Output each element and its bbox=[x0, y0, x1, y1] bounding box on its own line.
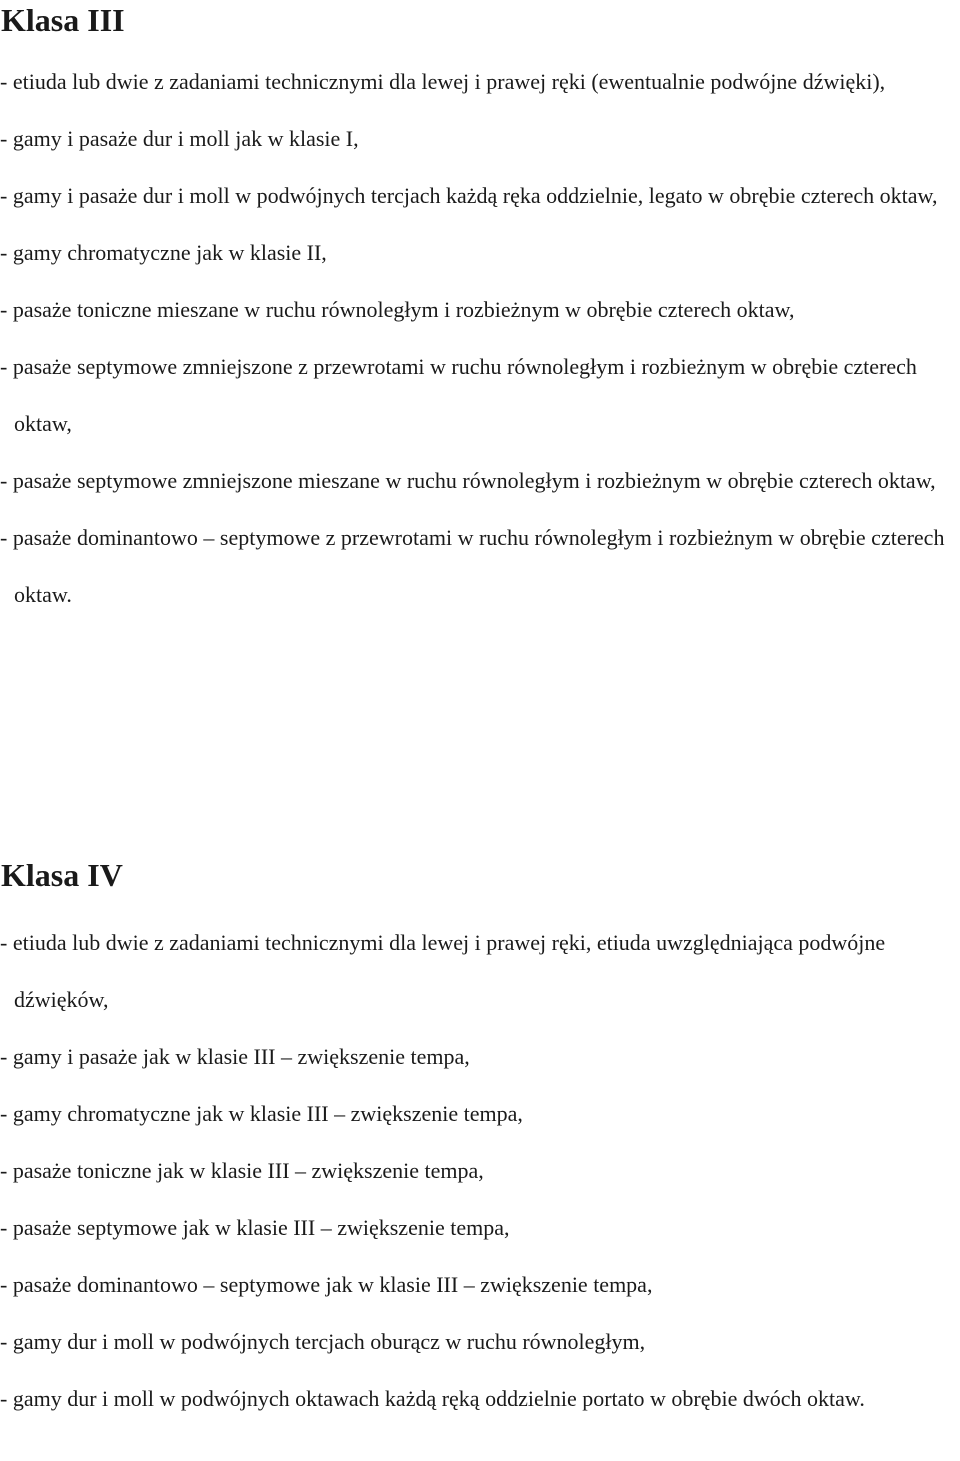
list-item: - pasaże dominantowo – septymowe z przewrotami w ruchu równoległym i rozbieżnym w obrębie czterech oktaw. bbox=[0, 525, 945, 607]
list-item: - gamy dur i moll w podwójnych oktawach każdą ręką oddzielnie portato w obrębie dwóch oktaw. bbox=[0, 1386, 865, 1411]
requirements-list bbox=[0, 914, 960, 1427]
list-item: - pasaże septymowe jak w klasie III – zwiększenie tempa, bbox=[0, 1215, 510, 1240]
requirements-list bbox=[0, 53, 960, 623]
section-heading: Klasa IV bbox=[1, 857, 123, 893]
list-item: - gamy i pasaże dur i moll w podwójnych tercjach każdą ręka oddzielnie, legato w obrębie czterech oktaw, bbox=[0, 183, 938, 208]
list-item: - etiuda lub dwie z zadaniami technicznymi dla lewej i prawej ręki, etiuda uwzględniająca podwójne dźwięków, bbox=[0, 930, 886, 1012]
list-item: - pasaże toniczne mieszane w ruchu równoległym i rozbieżnym w obrębie czterech oktaw, bbox=[0, 297, 795, 322]
list-item: - pasaże dominantowo – septymowe jak w klasie III – zwiększenie tempa, bbox=[0, 1272, 653, 1297]
section-klasa-iv bbox=[0, 855, 960, 1427]
list-item: - gamy chromatyczne jak w klasie III – zwiększenie tempa, bbox=[0, 1101, 523, 1126]
list-item: - etiuda lub dwie z zadaniami technicznymi dla lewej i prawej ręki (ewentualnie podwójne dźwięki), bbox=[0, 69, 886, 94]
list-item: - pasaże septymowe zmniejszone mieszane w ruchu równoległym i rozbieżnym w obrębie czterech oktaw, bbox=[0, 468, 936, 493]
list-item: - gamy i pasaże jak w klasie III – zwiększenie tempa, bbox=[0, 1044, 470, 1069]
list-item: - gamy chromatyczne jak w klasie II, bbox=[0, 240, 327, 265]
list-item: - gamy dur i moll w podwójnych tercjach oburącz w ruchu równoległym, bbox=[0, 1329, 646, 1354]
section-klasa-iii bbox=[0, 0, 960, 623]
list-item: - gamy i pasaże dur i moll jak w klasie I, bbox=[0, 126, 359, 151]
section-heading: Klasa III bbox=[1, 2, 125, 38]
list-item: - pasaże septymowe zmniejszone z przewrotami w ruchu równoległym i rozbieżnym w obrębie czterech oktaw, bbox=[0, 354, 917, 436]
list-item: - pasaże toniczne jak w klasie III – zwiększenie tempa, bbox=[0, 1158, 484, 1183]
